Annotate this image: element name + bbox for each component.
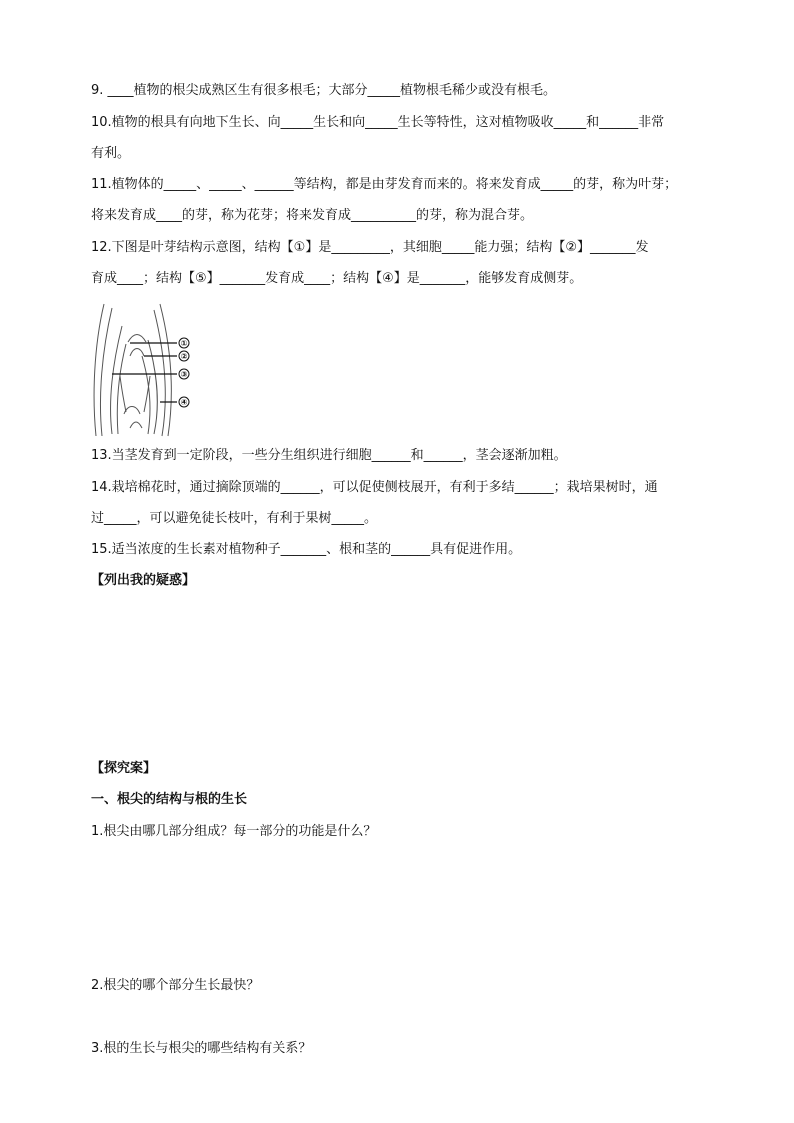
label-1: ① (180, 339, 188, 348)
question-14-line-1: 14.栽培棉花时，通过摘除顶端的______，可以促使侧枝展开，有利于多结______；栽培果树时，通 (91, 480, 658, 495)
leaf-bud-diagram (90, 296, 210, 438)
question-11-line-2: 将来发育成____的芽，称为花芽；将来发育成__________的芽，称为混合芽。 (91, 208, 534, 223)
question-13: 13.当茎发育到一定阶段，一些分生组织进行细胞______和______，茎会逐渐加粗。 (91, 448, 567, 463)
explore-heading: 【探究案】 (91, 761, 157, 776)
explore-question-3: 3.根的生长与根尖的哪些结构有关系？ (91, 1041, 312, 1056)
question-10-line-1: 10.植物的根具有向地下生长、向_____生长和向_____生长等特性，这对植物吸收_____和______非常 (91, 115, 665, 130)
question-15: 15.适当浓度的生长素对植物种子_______、根和茎的______具有促进作用。 (91, 542, 522, 557)
question-9: 9. ____植物的根尖成熟区生有很多根毛；大部分_____植物根毛稀少或没有根毛。 (91, 83, 557, 98)
question-11-line-1: 11.植物体的_____、_____、______等结构，都是由芽发育而来的。将来发育成_____的芽，称为叶芽； (91, 177, 678, 192)
question-12-line-1: 12.下图是叶芽结构示意图，结构【①】是_________，其细胞_____能力强；结构【②】_______发 (91, 240, 649, 255)
leaf-bud-sketch (90, 296, 210, 438)
explore-question-1: 1.根尖由哪几部分组成？每一部分的功能是什么？ (91, 824, 377, 839)
question-14-line-2: 过_____，可以避免徒长枝叶，有利于果树_____。 (91, 511, 378, 526)
label-4: ④ (180, 398, 188, 407)
section-1-heading: 一、根尖的结构与根的生长 (91, 792, 248, 807)
question-10-line-2: 有利。 (91, 146, 131, 161)
doubts-heading: 【列出我的疑惑】 (91, 573, 196, 588)
explore-question-2: 2.根尖的哪个部分生长最快？ (91, 978, 260, 993)
label-3: ③ (180, 370, 188, 379)
label-2: ② (180, 352, 188, 361)
question-12-line-2: 育成____；结构【⑤】_______发育成____；结构【④】是_______，能够发育成侧芽。 (91, 271, 583, 286)
